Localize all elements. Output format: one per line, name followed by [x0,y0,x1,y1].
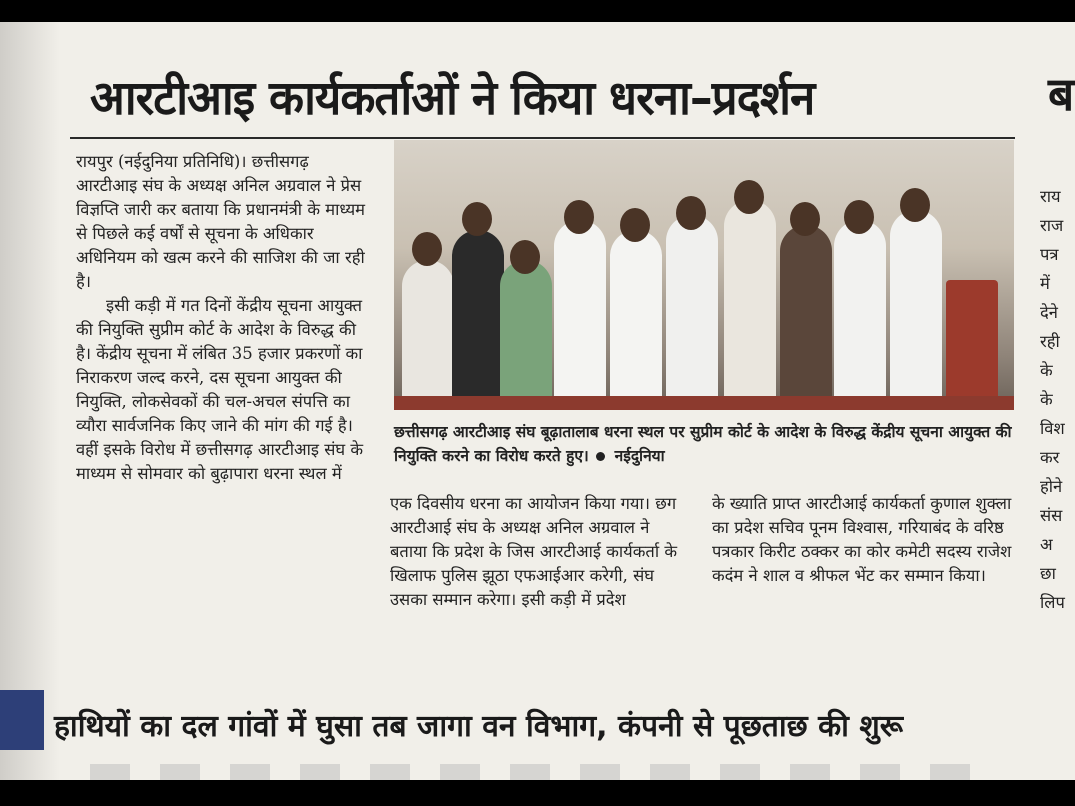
page-fold-shadow [0,22,60,780]
newspaper-clipping [0,22,1075,780]
photo-head [844,200,874,234]
article-column-2 [390,492,686,612]
photo-person [500,260,552,410]
fragment-line: अ [1040,535,1053,554]
fragment-line: के [1040,390,1053,409]
fragment-line: पत्र [1040,245,1059,264]
fragment-line: होने [1040,477,1063,496]
photo-head [900,188,930,222]
photo-person [724,200,776,410]
photo-head [734,180,764,214]
photo-head [510,240,540,274]
photo-podium [946,280,998,410]
fragment-line: देने [1040,303,1058,322]
photo-person [402,260,454,410]
photo-person [780,225,832,410]
bottom-article-headline: हाथियों का दल गांवों में घुसा तब जागा वन विभाग, कंपनी से पूछताछ की शुरू [54,709,904,744]
photo-head [620,208,650,242]
headline-rule [70,137,1015,139]
caption-credit: नईदुनिया [614,446,665,465]
photo-person [610,230,662,410]
fragment-line: में [1040,274,1050,293]
paragraph-1: रायपुर (नईदुनिया प्रतिनिधि)। छत्तीसगढ़ आरटीआइ संघ के अध्यक्ष अनिल अग्रवाल ने प्रेस विज्ञप्ति जारी कर बताया कि प्रधानमंत्री के माध्यम से पिछले कई वर्षों से सूचना के अधिकार अधिनियम को खत्म करने की साजिश की जा रही है। [76,152,366,291]
adjacent-article-fragment [1040,182,1075,617]
adjacent-headline-fragment: ब [1048,67,1075,121]
photo-caption [394,420,1016,468]
fragment-line: कर [1040,448,1060,467]
photo-stage [394,396,1014,410]
photo-person [890,210,942,410]
photo-head [462,202,492,236]
photo-person [666,215,718,410]
caption-text: छत्तीसगढ़ आरटीआइ संघ बूढ़ातालाब धरना स्थल पर सुप्रीम कोर्ट के आदेश के विरुद्ध केंद्रीय सूचना आयुक्त की नियुक्ति करने का विरोध करते हुए। [394,422,1012,465]
fragment-line: लिप [1040,593,1065,612]
bullet-icon [596,452,605,461]
photo-head [564,200,594,234]
article-headline: आरटीआइ कार्यकर्ताओं ने किया धरना–प्रदर्शन [90,71,815,126]
section-color-block [0,690,44,750]
paragraph-4: के ख्याति प्राप्त आरटीआई कार्यकर्ता कुणाल शुक्ला का प्रदेश सचिव पूनम विश्वास, गरियाबंद के वरिष्ठ पत्रकार किरीट ठक्कर का कोर कमेटी सदस्य राजेश कदंम ने शाल व श्रीफल भेंट कर सम्मान किया। [712,494,1012,585]
photo-person [554,220,606,410]
photo-head [412,232,442,266]
fragment-line: राज [1040,216,1064,235]
fragment-line: के [1040,361,1053,380]
cut-off-text-line [90,764,970,780]
paragraph-3: एक दिवसीय धरना का आयोजन किया गया। छग आरटीआई संघ के अध्यक्ष अनिल अग्रवाल ने बताया कि प्रदेश के जिस आरटीआई कार्यकर्ता के खिलाफ पुलिस झूठा एफआईआर करेगी, संघ उसका सम्मान करेगा। इसी कड़ी में प्रदेश [390,494,678,609]
fragment-line: राय [1040,187,1061,206]
article-column-1 [76,150,368,486]
article-column-3 [712,492,1017,588]
photo-head [676,196,706,230]
fragment-line: छा [1040,564,1056,583]
photo-head [790,202,820,236]
fragment-line: संस [1040,506,1063,525]
paragraph-2: इसी कड़ी में गत दिनों केंद्रीय सूचना आयुक्त की नियुक्ति सुप्रीम कोर्ट के आदेश के विरुद्ध की है। केंद्रीय सूचना में लंबित 35 हजार प्रकरणों का निराकरण जल्द करने, दस सूचना आयुक्त की नियुक्ति, लोकसेवकों की चल-अचल संपत्ति का व्यौरा सार्वजनिक किए जाने की मांग की गई है। वहीं इसके विरोध में छत्तीसगढ़ आरटीआइ संघ के माध्यम से सोमवार को बुढ़ापारा धरना स्थल में [76,296,364,483]
fragment-line: विश [1040,419,1065,438]
photo-person [834,220,886,410]
photo-person [452,230,504,410]
fragment-line: रही [1040,332,1060,351]
news-photo [394,140,1014,410]
